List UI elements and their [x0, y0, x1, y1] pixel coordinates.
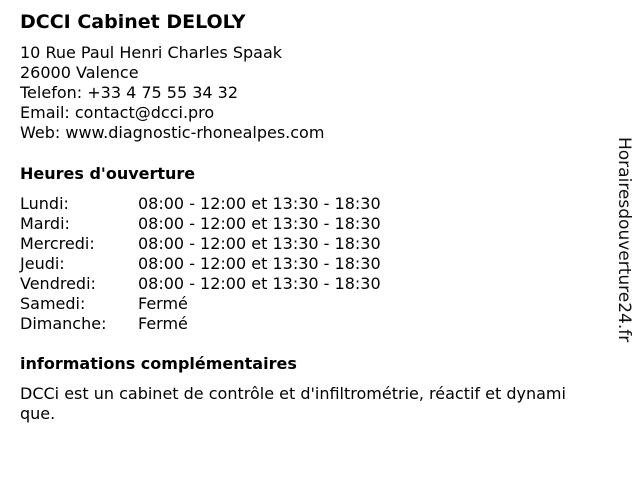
day-label: Mercredi:	[20, 234, 95, 253]
address-street: 10 Rue Paul Henri Charles Spaak	[20, 43, 283, 62]
opening-hours-table	[20, 194, 381, 334]
time-range: 08:00 - 12:00 et 13:30 - 18:30	[138, 274, 381, 293]
email-address[interactable]: Email: contact@dcci.pro	[20, 103, 215, 122]
site-watermark: Horairesdouverture24.fr	[614, 137, 634, 343]
website-link[interactable]: Web: www.diagnostic-rhonealpes.com	[20, 123, 325, 142]
time-range: Fermé	[138, 294, 188, 313]
time-range: 08:00 - 12:00 et 13:30 - 18:30	[138, 194, 381, 213]
day-label: Lundi:	[20, 194, 69, 213]
hours-row-monday	[20, 194, 381, 214]
hours-heading: Heures d'ouverture	[20, 164, 196, 183]
hours-row-friday	[20, 274, 381, 294]
day-label: Dimanche:	[20, 314, 107, 333]
time-range: 08:00 - 12:00 et 13:30 - 18:30	[138, 234, 381, 253]
hours-row-sunday	[20, 314, 381, 334]
hours-row-tuesday	[20, 214, 381, 234]
day-label: Mardi:	[20, 214, 70, 233]
time-range: 08:00 - 12:00 et 13:30 - 18:30	[138, 254, 381, 273]
hours-row-thursday	[20, 254, 381, 274]
business-contact-block	[20, 43, 324, 143]
address-city: 26000 Valence	[20, 63, 139, 82]
info-description: DCCi est un cabinet de contrôle et d'infiltrométrie, réactif et dynamique.	[20, 384, 566, 423]
time-range: 08:00 - 12:00 et 13:30 - 18:30	[138, 214, 381, 233]
hours-row-saturday	[20, 294, 381, 314]
info-heading: informations complémentaires	[20, 354, 297, 373]
business-name: DCCI Cabinet DELOLY	[20, 11, 246, 33]
day-label: Vendredi:	[20, 274, 96, 293]
day-label: Samedi:	[20, 294, 86, 313]
time-range: Fermé	[138, 314, 188, 333]
day-label: Jeudi:	[20, 254, 65, 273]
hours-row-wednesday	[20, 234, 381, 254]
phone-number[interactable]: Telefon: +33 4 75 55 34 32	[20, 83, 239, 102]
